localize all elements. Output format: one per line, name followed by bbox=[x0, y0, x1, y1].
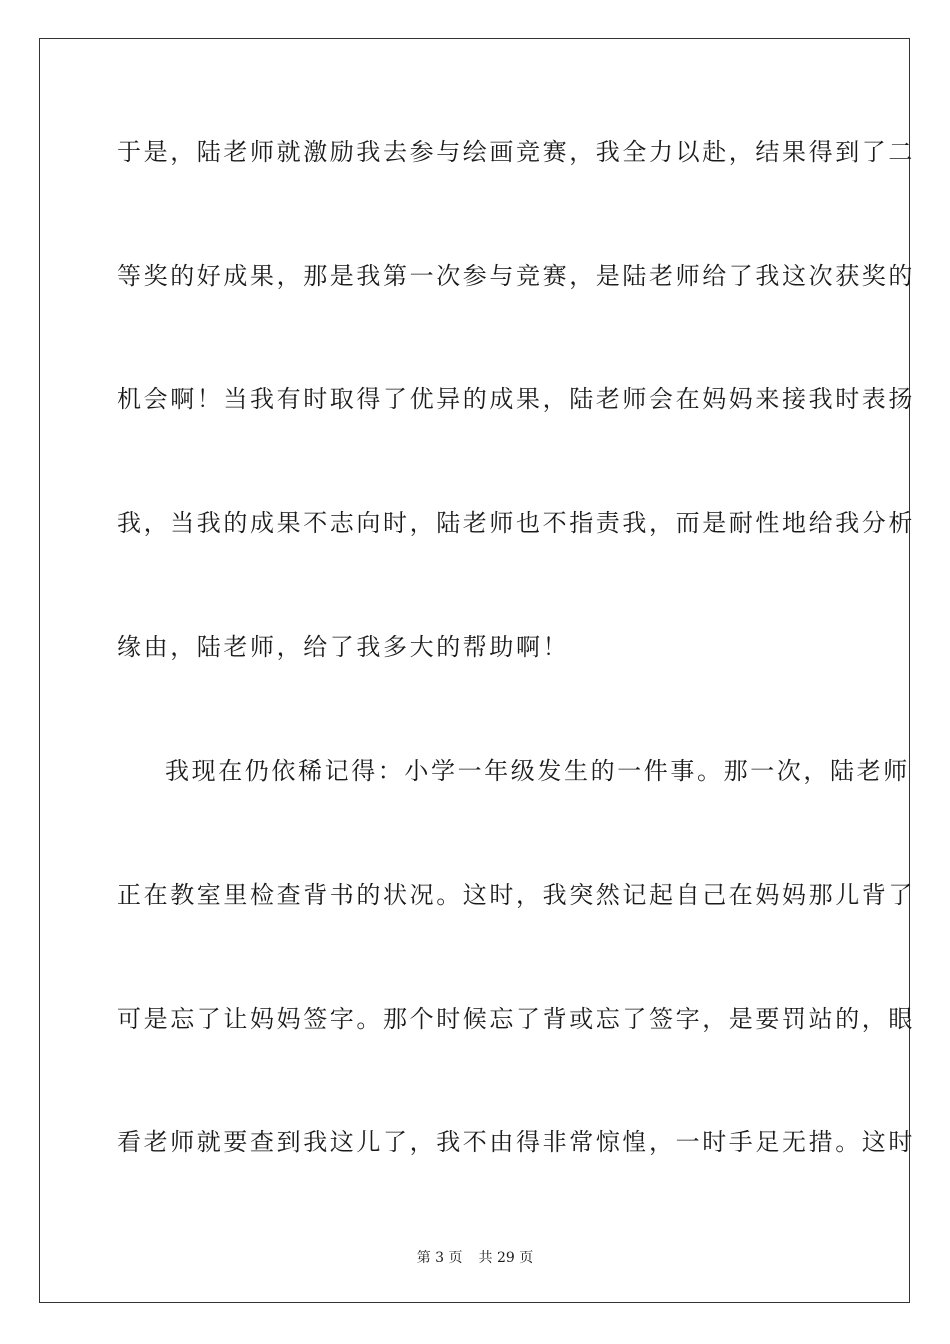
text-line: 于是，陆老师就激励我去参与绘画竞赛，我全力以赴，结果得到了二 bbox=[117, 138, 915, 166]
paragraph-first-line: 我现在仍依稀记得：小学一年级发生的一件事。那一次，陆老师 bbox=[165, 757, 910, 785]
text-line: 看老师就要查到我这儿了，我不由得非常惊惶，一时手足无措。这时 bbox=[117, 1128, 915, 1156]
text-line: 可是忘了让妈妈签字。那个时候忘了背或忘了签字，是要罚站的，眼 bbox=[117, 1005, 915, 1033]
page-number: 第 3 页 bbox=[416, 1250, 463, 1266]
text-line: 缘由，陆老师，给了我多大的帮助啊！ bbox=[117, 633, 570, 661]
text-line: 我，当我的成果不志向时，陆老师也不指责我，而是耐性地给我分析 bbox=[117, 509, 915, 537]
text-line: 正在教室里检查背书的状况。这时，我突然记起自己在妈妈那儿背了 bbox=[117, 881, 915, 909]
page-footer bbox=[0, 1249, 950, 1267]
text-line: 机会啊！当我有时取得了优异的成果，陆老师会在妈妈来接我时表扬 bbox=[117, 385, 915, 413]
text-line: 等奖的好成果，那是我第一次参与竞赛，是陆老师给了我这次获奖的 bbox=[117, 262, 915, 290]
page-total: 共 29 页 bbox=[478, 1250, 534, 1266]
page-border bbox=[39, 38, 915, 1303]
